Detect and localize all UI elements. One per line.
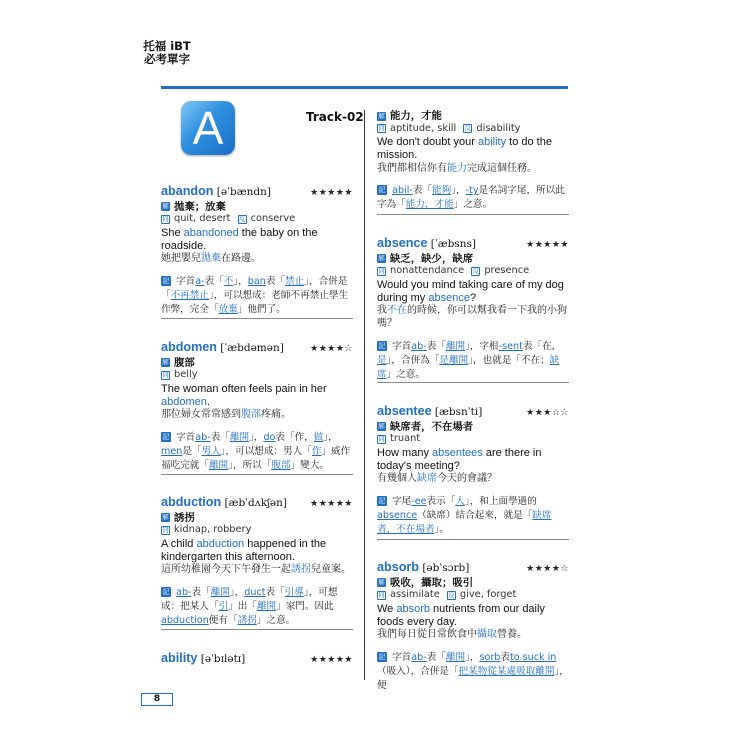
star-rating: ★★★☆☆: [526, 408, 569, 418]
track-label: Track-02: [306, 110, 364, 124]
antonyms: give, forget: [459, 589, 517, 601]
phonetic: [æbˈdʌkʃən]: [224, 497, 287, 509]
book-title-line1: 托福 iBT: [143, 39, 191, 53]
column-divider: [364, 110, 365, 680]
entry-separator: [161, 318, 353, 319]
synonyms: assimilate: [390, 589, 440, 601]
definition-badge: 解: [162, 202, 169, 211]
example-english: A child abduction happened in the kindergarten this afternoon.: [161, 537, 327, 563]
antonyms: disability: [476, 122, 521, 134]
example-chinese: 我們都相信你有能力完成這個任務。: [377, 162, 537, 174]
example-chinese: 這所幼稚園今天下午發生一起誘拐兒童案。: [161, 564, 351, 576]
entry-abduction: [161, 496, 353, 628]
example-english: We absorb nutrients from our daily foods every day.: [377, 602, 545, 628]
entry-separator: [377, 382, 569, 383]
phonetic: [əˈbɪlətɪ]: [200, 653, 246, 665]
entry-absentee: [377, 405, 569, 537]
antonym-badge: 反: [472, 266, 480, 275]
memory-note: 記 abil-表「能夠」，-ty是名詞字尾，所以此字為「能力，才能」之意。: [377, 185, 565, 211]
example-english: We don't doubt your ability to do the mission.: [377, 136, 552, 161]
note-badge: 記: [378, 186, 386, 195]
phonetic: [æbsnˈti]: [434, 406, 483, 418]
note-badge: 記: [162, 587, 170, 596]
note-badge: 記: [378, 652, 386, 661]
synonyms: aptitude, skill: [390, 122, 457, 134]
entry-separator: [161, 629, 353, 630]
entry-separator: [377, 539, 569, 540]
phonetic: [əbˈsɔrb]: [422, 562, 470, 574]
synonym-badge: 同: [378, 124, 385, 133]
synonym-badge: 同: [162, 214, 169, 223]
headword: absentee: [377, 404, 432, 418]
note-badge: 記: [162, 432, 170, 441]
synonyms: truant: [390, 433, 421, 445]
synonyms: nonattendance: [390, 265, 465, 277]
definition-badge: 解: [378, 254, 385, 263]
synonym-badge: 同: [378, 266, 385, 275]
definition: 缺乏，缺少，缺席: [390, 252, 474, 265]
definition: 誘拐: [174, 511, 195, 524]
memory-note: 記 字首a-表「不」，ban表「禁止」，合併是「不再禁止」，可以想成：老師不再禁止學生作弊，完全「放棄」他們了。: [161, 275, 349, 315]
star-rating: ★★★★★: [310, 499, 353, 509]
definition-badge: 解: [162, 513, 169, 522]
synonym-badge: 同: [378, 434, 385, 443]
memory-note: 記 字首ab-表「離開」，do表「作，做」，men是「男人」，可以想成：男人「作」威作福吃完就「離開」，所以「腹部」變大。: [161, 431, 351, 471]
headword: absorb: [377, 560, 419, 574]
letter-logo: [181, 101, 235, 155]
example-chinese: 我們每日從日常飲食中攝取營養。: [377, 629, 527, 641]
antonym-badge: 反: [448, 590, 455, 599]
note-badge: 記: [162, 276, 170, 285]
example-english: She abandoned the baby on the roadside.: [161, 226, 318, 252]
antonyms: conserve: [250, 213, 296, 225]
synonym-badge: 同: [162, 370, 169, 379]
definition-badge: 解: [378, 111, 385, 120]
example-chinese: 她把嬰兒拋棄在路邊。: [161, 253, 261, 265]
book-title-line2: 必考單字: [144, 52, 190, 66]
example-chinese: 有幾個人缺席今天的會議？: [377, 473, 497, 485]
synonyms: quit, desert: [174, 213, 231, 225]
antonyms: presence: [484, 265, 530, 277]
book-title: [141, 40, 193, 66]
star-rating: ★★★★☆: [310, 344, 353, 354]
memory-note: 記 字首ab-表「離開」，字根-sent表「在，是」，合併為「是離開」，也就是「不在；缺席」之意。: [377, 340, 562, 380]
note-badge: 記: [378, 496, 386, 505]
letter-logo-text: A: [192, 102, 224, 154]
entry-absence: [377, 237, 569, 382]
entry-ability-continued: [377, 110, 569, 212]
synonyms: kidnap, robbery: [174, 524, 252, 536]
antonym-badge: 反: [464, 124, 472, 133]
entry-separator: [377, 214, 569, 215]
phonetic: [ˈæbdəmən]: [220, 342, 284, 354]
definition: 腹部: [174, 356, 195, 369]
memory-note: 記 字尾-ee表示「人」，和上面學過的absence（缺席）結合起來，就是「缺席者，不在場者」。: [377, 495, 552, 535]
phonetic: [əˈbændn]: [216, 186, 271, 198]
synonym-badge: 同: [378, 590, 385, 599]
memory-note: 記 ab-表「離開」，duct表「引導」，可想成：把某人「引」出「離開」家門。因此abduction便有「誘拐」之意。: [161, 586, 338, 626]
headword: ability: [161, 651, 198, 665]
definition: 能力，才能: [390, 110, 442, 122]
synonyms: belly: [174, 369, 198, 381]
phonetic: [ˈæbsns]: [430, 238, 476, 250]
page-number: 8: [141, 693, 173, 706]
definition-badge: 解: [378, 578, 385, 587]
star-rating: ★★★★★: [526, 240, 569, 250]
example-english: The woman often feels pain in her abdomen.: [161, 382, 327, 408]
entry-separator: [161, 474, 353, 475]
star-rating: ★★★★★: [310, 655, 353, 665]
headword: absence: [377, 236, 428, 250]
synonym-badge: 同: [162, 525, 169, 534]
note-badge: 記: [378, 341, 386, 350]
entry-absorb: [377, 561, 569, 693]
entry-abdomen: [161, 341, 353, 473]
definition: 拋棄；放棄: [174, 200, 226, 213]
definition: 缺席者，不在場者: [390, 420, 474, 433]
definition-badge: 解: [162, 358, 169, 367]
star-rating: ★★★★★: [310, 188, 353, 198]
memory-note: 記 字首ab-表「離開」，sorb表to suck in（吸入），合併是「把某物從某處吸取離開」，便: [377, 651, 569, 691]
star-rating: ★★★★☆: [526, 564, 569, 574]
headword: abduction: [161, 495, 222, 509]
example-english: How many absentees are there in today's meeting?: [377, 446, 542, 472]
definition-badge: 解: [378, 422, 385, 431]
headword: abdomen: [161, 340, 217, 354]
antonym-badge: 反: [238, 214, 246, 223]
header-rule: [161, 86, 568, 89]
example-chinese: 那位婦女常常感到腹部疼痛。: [161, 409, 291, 421]
example-english: Would you mind taking care of my dog during my absence?: [377, 278, 564, 304]
entry-abandon: [161, 185, 353, 317]
entry-ability: [161, 652, 353, 668]
example-chinese: 我不在的時候，你可以幫我看一下我的小狗嗎？: [377, 305, 567, 329]
definition: 吸收，攝取；吸引: [390, 576, 474, 589]
headword: abandon: [161, 184, 214, 198]
